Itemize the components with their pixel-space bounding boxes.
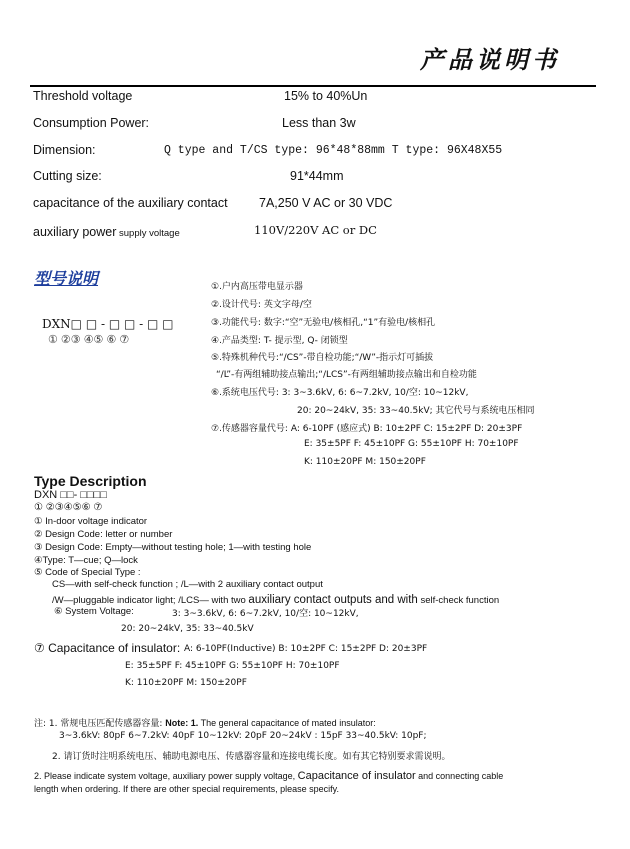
model-item-2: ②.设计代号: 英文字母/空 [211, 300, 312, 310]
model-code: DXN□ □ - □ □ - □ □ [42, 317, 174, 331]
capacitance-label: ⑦ Capacitance of insulator: [34, 641, 181, 655]
note-1-bold: Note: 1. [165, 718, 199, 728]
model-item-4: ④.产品类型: T- 提示型, Q- 闭锁型 [211, 336, 348, 346]
note-1-cn: 注: 1. 常规电压匹配传感器容量: [34, 719, 166, 729]
note-1-values: 3~3.6kV: 80pF 6~7.2kV: 40pF 10~12kV: 20pF 20~24kV : 15pF 33~40.5kV: 10pF; [59, 731, 427, 741]
type-description-heading: Type Description [34, 473, 147, 489]
model-code-numbers: ① ②③ ④⑤ ⑥ ⑦ [48, 334, 130, 346]
spec-label-cutting: Cutting size: [33, 169, 102, 183]
spec-label-aux-power [33, 223, 180, 241]
type-line-6: CS—with self-check function ; /L—with 2 auxiliary contact output [52, 579, 323, 590]
model-item-5b: “/L”-有两组辅助接点输出;“/LCS”-有两组辅助接点输出和自检功能 [216, 370, 477, 380]
model-item-7: ⑦.传感器容量代号: A: 6-10PF (感应式) B: 10±2PF C: 15±2PF D: 20±3PF [211, 424, 523, 434]
note-2-cn: 2. 请订货时注明系统电压、辅助电源电压、传感器容量和连接电缆长度。如有其它特别要求需说明。 [52, 752, 451, 762]
type-line-5: ⑤ Code of Special Type : [34, 567, 141, 578]
type-line-3: ③ Design Code: Empty—without testing hole; 1—with testing hole [34, 542, 312, 553]
w-line-a: /W—pluggable indicator light; /LCS— with two [52, 595, 249, 606]
spec-value-dimension: Q type and T/CS type: 96*48*88mm T type: 96X48X55 [164, 144, 503, 157]
spec-value-aux-power: 110V/220V AC or DC [254, 223, 377, 237]
spec-label-threshold: Threshold voltage [33, 89, 133, 103]
spec-label-dimension: Dimension: [33, 143, 96, 157]
type-line-4: ④Type: T—cue; Q—lock [34, 555, 138, 566]
spec-value-consumption: Less than 3w [282, 116, 356, 130]
spec-value-cutting: 91*44mm [290, 169, 344, 183]
note-2-en-line2: length when ordering. If there are other special requirements, please specify. [34, 784, 340, 794]
note-2-en-b: Capacitance of insulator [297, 770, 416, 782]
note-2-en-a: 2. Please indicate system voltage, auxiliary power supply voltage, [34, 771, 298, 781]
model-item-1: ①.户内高压带电显示器 [211, 282, 303, 292]
type-line-2: ② Design Code: letter or number [34, 529, 173, 540]
model-item-6b: 20: 20~24kV, 35: 33~40.5kV; 其它代号与系统电压相同 [297, 406, 535, 416]
model-item-7c: K: 110±20PF M: 150±20PF [304, 457, 426, 467]
note-1-en: The general capacitance of mated insulator: [198, 718, 376, 728]
type-line-1: ① In-door voltage indicator [34, 516, 148, 527]
note-2-en-c: and connecting cable [415, 771, 504, 781]
spec-label-aux-contact: capacitance of the auxiliary contact [33, 196, 228, 210]
capacitance-line-3: K: 110±20PF M: 150±20PF [125, 678, 247, 688]
aux-power-main: auxiliary power [33, 225, 117, 239]
model-item-3: ③.功能代号: 数字:“空”无验电/核相孔,“1”有验电/核相孔 [211, 318, 436, 328]
spec-value-threshold: 15% to 40%Un [284, 89, 368, 103]
page-title: 产品说明书 [420, 45, 560, 74]
system-voltage-values: 3: 3~3.6kV, 6: 6~7.2kV, 10/空: 10~12kV, [172, 609, 359, 619]
spec-value-aux-contact: 7A,250 V AC or 30 VDC [259, 196, 393, 210]
model-item-6: ⑥.系统电压代号: 3: 3~3.6kV, 6: 6~7.2kV, 10/空: 10~12kV, [211, 388, 469, 398]
spec-label-consumption: Consumption Power: [33, 116, 150, 130]
note-1 [34, 713, 376, 731]
type-code: DXN □□- □□□□ [34, 489, 107, 501]
model-item-7b: E: 35±5PF F: 45±10PF G: 55±10PF H: 70±10PF [304, 439, 519, 449]
system-voltage-label: ⑥ System Voltage: [54, 606, 134, 617]
model-item-5: ⑤.特殊机种代号:“/CS”-带自检功能;“/W”-指示灯可插拔 [211, 353, 434, 363]
system-voltage-values-2: 20: 20~24kV, 35: 33~40.5kV [121, 624, 254, 634]
type-code-numbers: ① ②③④⑤⑥ ⑦ [34, 502, 103, 513]
capacitance-line-2: E: 35±5PF F: 45±10PF G: 55±10PF H: 70±10PF [125, 661, 340, 671]
header-divider [30, 85, 596, 87]
model-heading: 型号说明 [34, 271, 99, 288]
aux-power-small: supply voltage [116, 228, 180, 239]
note-2-en [34, 766, 503, 784]
w-line-c: self-check function [417, 595, 500, 606]
w-line-b: auxiliary contact outputs and with [248, 594, 418, 606]
capacitance-line-1: A: 6-10PF(Inductive) B: 10±2PF C: 15±2PF D: 20±3PF [184, 644, 428, 654]
